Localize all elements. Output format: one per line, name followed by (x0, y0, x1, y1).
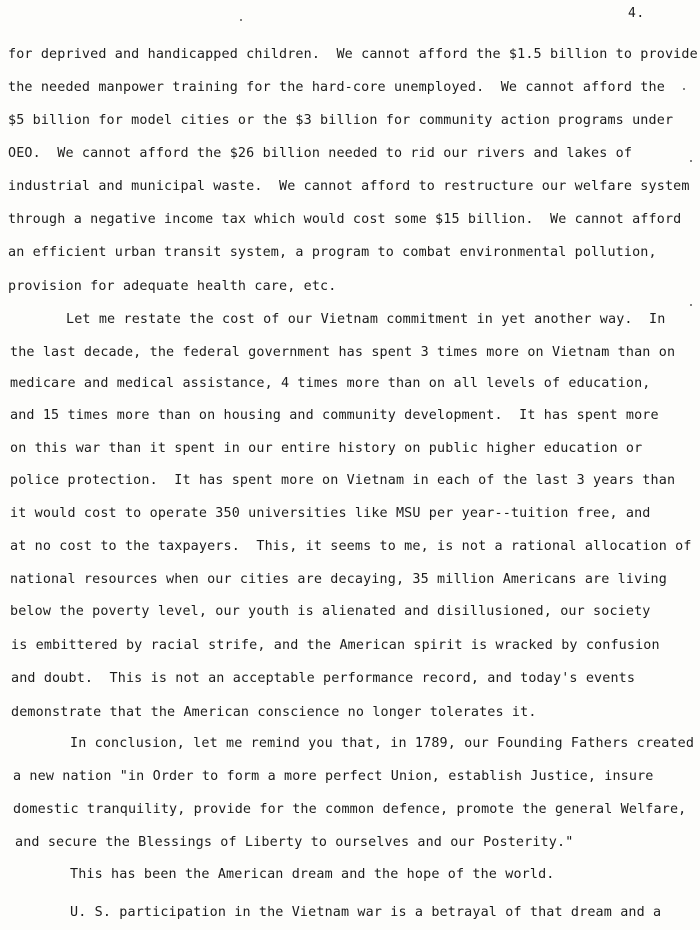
scan-speck (690, 160, 692, 162)
text-line: through a negative income tax which would cost some $15 billion. We cannot afford (8, 212, 682, 227)
paragraph-start-line: Let me restate the cost of our Vietnam commitment in yet another way. In (66, 312, 666, 327)
text-line: and doubt. This is not an acceptable performance record, and today's events (11, 671, 636, 686)
text-line: medicare and medical assistance, 4 times more than on all levels of education, (10, 376, 651, 391)
text-line: and 15 times more than on housing and community development. It has spent more (10, 408, 659, 423)
scan-speck (240, 19, 242, 21)
text-line: $5 billion for model cities or the $3 billion for community action programs under (8, 113, 674, 128)
paragraph-start-line: U. S. participation in the Vietnam war is a betrayal of that dream and a (70, 905, 662, 920)
paragraph-start-line: This has been the American dream and the hope of the world. (70, 867, 555, 882)
text-line: on this war than it spent in our entire history on public higher education or (10, 441, 643, 456)
text-line: the needed manpower training for the hard-core unemployed. We cannot afford the (8, 80, 665, 95)
text-line: national resources when our cities are decaying, 35 million Americans are living (10, 572, 667, 587)
text-line: it would cost to operate 350 universities like MSU per year--tuition free, and (10, 506, 651, 521)
text-line: is embittered by racial strife, and the American spirit is wracked by confusion (11, 638, 660, 653)
scan-speck (683, 88, 685, 90)
text-line: OEO. We cannot afford the $26 billion needed to rid our rivers and lakes of (8, 146, 633, 161)
text-line: an efficient urban transit system, a program to combat environmental pollution, (8, 245, 657, 260)
text-line: the last decade, the federal government has spent 3 times more on Vietnam than on (10, 345, 676, 360)
text-line: a new nation "in Order to form a more perfect Union, establish Justice, insure (13, 769, 654, 784)
text-line: industrial and municipal waste. We cannot afford to restructure our welfare system (8, 179, 690, 194)
text-line: police protection. It has spent more on Vietnam in each of the last 3 years than (10, 473, 676, 488)
text-line: for deprived and handicapped children. We cannot afford the $1.5 billion to provide (8, 47, 698, 62)
text-line: and secure the Blessings of Liberty to ourselves and our Posterity." (15, 835, 574, 850)
page-number: 4. (628, 6, 645, 21)
text-line: demonstrate that the American conscience no longer tolerates it. (11, 705, 537, 720)
text-line: domestic tranquility, provide for the common defence, promote the general Welfare, (13, 802, 687, 817)
text-line: at no cost to the taxpayers. This, it seems to me, is not a rational allocation of (10, 539, 692, 554)
scan-speck (690, 304, 692, 306)
text-line: below the poverty level, our youth is alienated and disillusioned, our society (10, 604, 651, 619)
paragraph-start-line: In conclusion, let me remind you that, in 1789, our Founding Fathers created (70, 736, 695, 751)
text-line: provision for adequate health care, etc. (8, 279, 337, 294)
